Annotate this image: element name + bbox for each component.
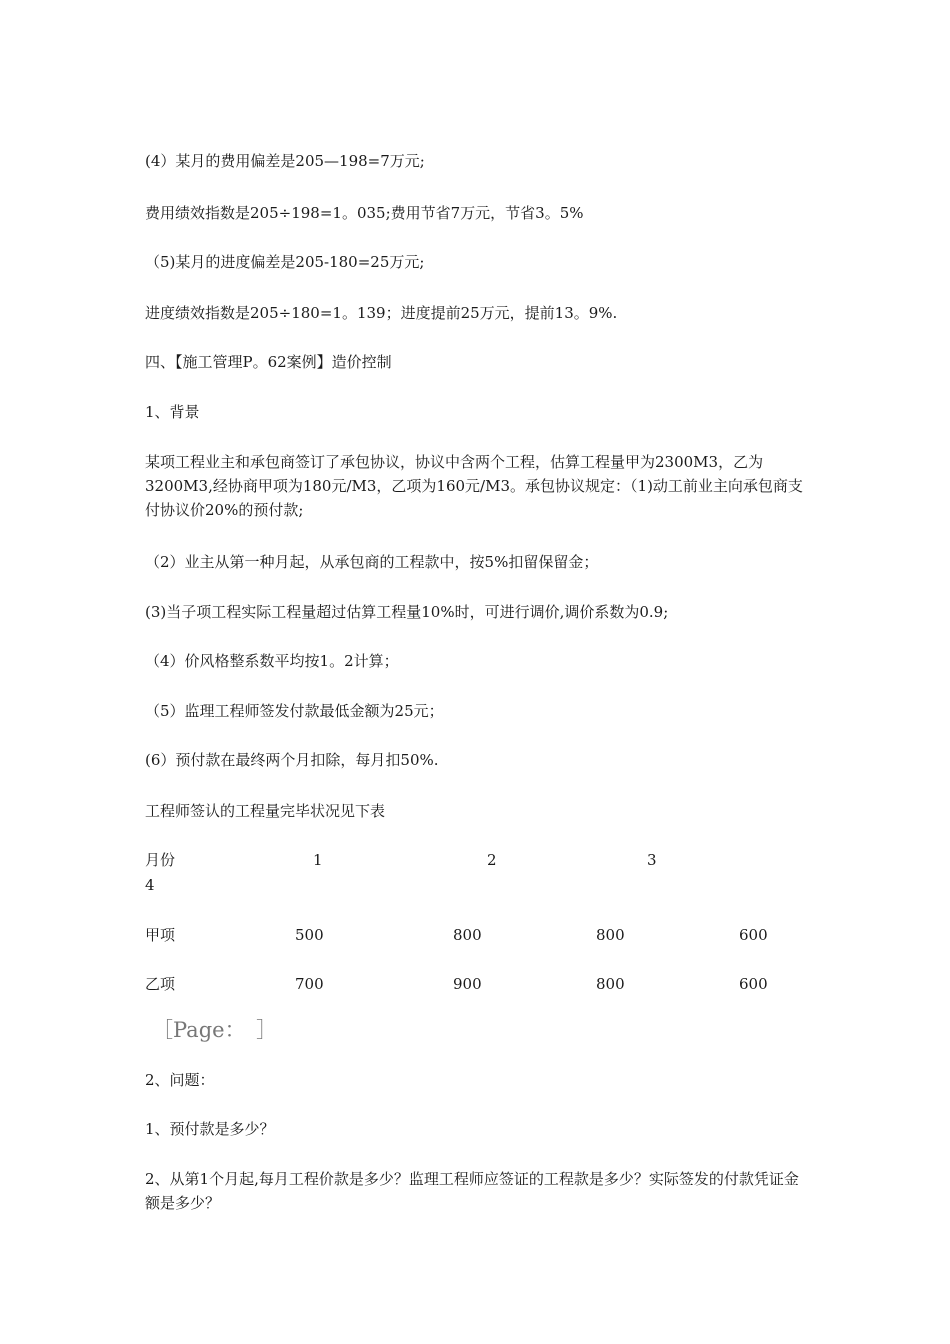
paragraph-cost-performance-index: 费用绩效指数是205÷198=1。035;费用节省7万元，节省3。5% — [145, 204, 584, 222]
table-header-month-2: 2 — [487, 851, 497, 869]
table-header-month-3: 3 — [647, 851, 657, 869]
table-cell: 600 — [739, 926, 768, 944]
section-heading-cost-control: 四、【施工管理P。62案例】造价控制 — [145, 353, 392, 371]
table-header-month-1: 1 — [313, 851, 323, 869]
table-cell: 600 — [739, 975, 768, 993]
question-2: 2、从第1个月起,每月工程价款是多少？监理工程师应签证的工程款是多少？实际签发的付款凭证金额是多少？ — [145, 1170, 799, 1212]
question-1: 1、预付款是多少？ — [145, 1120, 275, 1138]
clause-advance-deduction: (6）预付款在最终两个月扣除，每月扣50%. — [145, 751, 439, 769]
table-header-month: 月份 — [145, 851, 176, 869]
paragraph-schedule-variance: （5)某月的进度偏差是205-180=25万元; — [145, 253, 425, 271]
table-cell: 500 — [295, 926, 324, 944]
questions-heading: 2、问题： — [145, 1071, 215, 1089]
table-cell: 700 — [295, 975, 324, 993]
paragraph-contract-background: 某项工程业主和承包商签订了承包协议，协议中含两个工程，估算工程量甲为2300M3，乙为3200M3,经协商甲项为180元/M3，乙项为160元/M3。承包协议规定：（1)动工前业主向承包商支付协议价20%的预付款; — [145, 453, 803, 519]
page-marker: ［Page： ］ — [152, 1018, 278, 1042]
table-cell: 800 — [453, 926, 482, 944]
table-header-month-4: 4 — [145, 876, 155, 894]
paragraph-cost-variance: (4）某月的费用偏差是205—198=7万元; — [145, 152, 425, 170]
table-cell: 900 — [453, 975, 482, 993]
paragraph-schedule-performance-index: 进度绩效指数是205÷180=1。139；进度提前25万元，提前13。9%. — [145, 304, 618, 322]
clause-price-adjustment: (3)当子项工程实际工程量超过估算工程量10%时，可进行调价,调价系数为0.9; — [145, 603, 669, 621]
table-row-label: 甲项 — [145, 926, 176, 944]
table-row-label: 乙项 — [145, 975, 176, 993]
table-caption: 工程师签认的工程量完毕状况见下表 — [145, 802, 386, 820]
table-cell: 800 — [596, 975, 625, 993]
clause-price-coefficient: （4）价风格整系数平均按1。2计算； — [145, 652, 399, 670]
subheading-background: 1、背景 — [145, 403, 200, 421]
clause-retention: （2）业主从第一种月起，从承包商的工程款中，按5%扣留保留金； — [145, 553, 599, 571]
clause-minimum-payment: （5）监理工程师签发付款最低金额为25元； — [145, 702, 444, 720]
table-cell: 800 — [596, 926, 625, 944]
